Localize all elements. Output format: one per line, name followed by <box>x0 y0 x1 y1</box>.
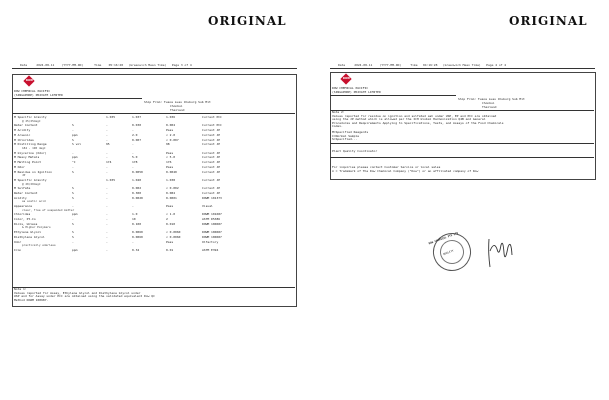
cell-v1: - <box>106 204 108 208</box>
cell-name: M Arsenic <box>14 132 31 137</box>
cell-v3: 0.084 <box>166 191 176 195</box>
cell-std: Visual <box>202 204 213 208</box>
cell-std: Current JP <box>202 186 221 191</box>
seal-center-text: QUALITY <box>442 249 455 257</box>
cell-name: M Distilling Range <box>14 142 47 147</box>
dow-logo-icon: DOW <box>340 73 351 84</box>
date-value: 2024-08-11 <box>354 63 373 67</box>
cell-name: M Residue on Ignition <box>14 169 52 174</box>
cell-std: Current PCC <box>202 123 222 128</box>
inquiry-rule <box>330 157 594 158</box>
note-title-right: Note 2: <box>332 110 345 114</box>
cell-unit: - <box>72 217 74 221</box>
cell-v1: - <box>106 155 108 160</box>
page-number: Page 4 of 4 <box>486 63 507 67</box>
date-label: Date <box>20 63 28 67</box>
cell-name: Color, Pt-Co <box>14 217 36 221</box>
cell-v3: Pass <box>166 128 174 132</box>
table-row <box>14 123 294 126</box>
cell-v1: - <box>106 132 108 137</box>
cell-v3: Pass <box>166 150 174 155</box>
cell-v1: - <box>106 128 108 132</box>
table-row <box>14 165 294 168</box>
table-row <box>14 191 294 194</box>
time-label: Time <box>94 63 102 67</box>
table-row <box>14 160 294 163</box>
cell-v1: - <box>106 230 108 234</box>
note-line1-right: Values reported for residue on ignition and sulfated ash under USP, EP and PCC are obtained <box>332 113 497 118</box>
cell-std: DOWM 100687 <box>202 230 222 234</box>
row-subtext: & Higher Polymers <box>22 225 51 230</box>
cell-name: M Acidity <box>14 128 31 132</box>
cell-v2: 0.0050 <box>132 169 143 174</box>
company-seal-stamp <box>428 228 477 277</box>
company-name-line1: DOW CHEMICAL PACIFIC <box>332 86 369 90</box>
legend-line3: S=Specified... <box>332 137 358 141</box>
cell-unit: - <box>72 204 74 208</box>
cell-unit: % <box>72 191 74 195</box>
cell-unit: % <box>72 221 74 226</box>
note-line2-right: using the JP method which is allowed per the ICH Global Harmonization Q4B and General <box>332 117 486 121</box>
cell-std: Current JP <box>202 128 221 132</box>
cell-v1: 174 <box>106 160 112 165</box>
left-document-page <box>12 60 297 315</box>
cell-std: Current JP <box>202 150 221 155</box>
note-title-left: Note 1: <box>14 287 27 291</box>
cell-unit: % vol <box>72 142 82 147</box>
cell-v2: 0.007 <box>132 137 142 142</box>
cell-v2: - <box>132 150 134 155</box>
ship-from-line2: Chonbui <box>482 101 495 105</box>
cell-v2: 0.0020 <box>132 195 143 200</box>
cell-v3: < 1.0 <box>166 212 176 217</box>
cell-name: M Chlorides <box>14 137 34 142</box>
cell-name: Iron <box>14 247 22 252</box>
cell-std: Current JP <box>202 132 221 137</box>
cell-v3: Pass <box>166 239 174 244</box>
cell-v2: 0.34 <box>132 247 140 252</box>
cell-v1: - <box>106 195 108 200</box>
cell-v2: 1.037 <box>132 115 142 119</box>
row-subtext: clear, free of suspended matter <box>22 207 75 212</box>
cell-v2: 0.0060 <box>132 230 143 234</box>
cell-name: M Specific Gravity <box>14 178 47 182</box>
cell-v2: 178 <box>132 160 138 165</box>
table-row <box>14 115 294 118</box>
cell-v1: - <box>106 217 108 221</box>
cell-v2: 0.002 <box>132 186 142 191</box>
cell-name: M Specific Gravity <box>14 115 47 119</box>
cell-v2: 1.0 <box>132 212 138 217</box>
table-row <box>14 170 294 173</box>
cell-v3: Pass <box>166 204 174 208</box>
cell-name: Acidity <box>14 195 27 200</box>
cell-name: Ethylene Glycol <box>14 230 42 234</box>
table-row <box>14 178 294 181</box>
cell-v3: 0.01 <box>166 247 174 252</box>
timezone: (Greenwich Mean Time) <box>442 63 481 67</box>
cell-v2: - <box>132 128 134 132</box>
row-subtext: 184 - 190 degC <box>22 146 46 150</box>
cell-std: Current JP <box>202 137 221 142</box>
cell-unit: % <box>72 230 74 234</box>
cell-unit: °C <box>72 160 76 165</box>
note-line3-right: Procedures and Requirements Applying to Specifications, Tests, and Assays of the Food Chemicals <box>332 120 504 125</box>
timezone: (Greenwich Mean Time) <box>128 63 167 67</box>
cell-std: DOWM 100687 <box>202 234 222 239</box>
cell-v2: 0.300 <box>132 191 142 195</box>
time-value: 04:16:28 <box>422 63 438 67</box>
cell-v3: < 5.0 <box>166 155 176 160</box>
seal-text: DOW CHEMICAL PTE LTD <box>428 231 459 246</box>
cell-v1: 1.035 <box>106 115 116 119</box>
cell-std: DOWM 101687 <box>202 212 222 217</box>
date-format: (YYYY-MM-DD) <box>379 63 402 67</box>
cell-unit: - <box>72 150 74 155</box>
table-row <box>14 186 294 189</box>
cell-v3: 0.0040 <box>166 169 177 174</box>
cell-v3: 176 <box>166 160 172 165</box>
cell-v1: 1.035 <box>106 178 116 182</box>
cell-name: Diols, Unless <box>14 221 38 226</box>
cell-v3: 1.036 <box>166 115 176 119</box>
cell-v3: < 0.007 <box>166 137 179 142</box>
cell-unit: ppm <box>72 132 78 137</box>
cell-name: Water Content <box>14 123 38 128</box>
cell-v2: 1.040 <box>132 178 142 182</box>
cell-v3: 0.0001 <box>166 195 177 200</box>
cell-v2: - <box>132 239 134 244</box>
cell-v1: - <box>106 137 108 142</box>
cell-unit: % <box>72 186 74 191</box>
cell-std: DOWM 100687 <box>202 221 222 226</box>
cell-unit: ppm <box>72 247 78 252</box>
company-name-line2: (SINGAPORE) PRIVATE LIMITED <box>14 92 63 97</box>
legend-line2: C=Normal Sample <box>332 133 360 138</box>
cell-v3: 0.004 <box>166 123 176 128</box>
table-row <box>14 128 294 131</box>
cell-std: Olfactory <box>202 239 219 244</box>
cell-unit: ppm <box>72 155 78 160</box>
ship-from-line3: Thailand <box>482 105 497 109</box>
row-subtext: @ 20/20degC <box>22 181 41 186</box>
header-rule-left <box>12 68 297 69</box>
time-value: 05:16:28 <box>108 63 124 67</box>
note-rule-left <box>12 287 295 288</box>
cell-name: Water Content <box>14 191 38 195</box>
cell-v1: - <box>106 123 108 128</box>
table-row <box>14 212 294 215</box>
row-subtext: as acetic acid <box>22 199 46 204</box>
cell-v1: - <box>106 186 108 191</box>
cell-name: Appearance <box>14 204 33 208</box>
cell-std: DOWM 101373 <box>202 195 222 200</box>
trademark-text: ® = Trademark of The Dow Chemical Company ("Dow") or an affiliated company of Dow <box>332 169 479 173</box>
plant-quality-coordinator: Plant Quality Coordinator <box>332 149 378 153</box>
cell-v2: 5.0 <box>132 155 138 160</box>
cell-v1: - <box>106 191 108 195</box>
company-name-line1: DOW CHEMICAL PACIFIC <box>14 89 51 93</box>
cell-std: Current JP <box>202 165 221 169</box>
handwritten-signature <box>484 235 518 271</box>
coordinator-rule <box>330 143 594 144</box>
cell-v3: < 0.0060 <box>166 234 181 239</box>
cell-std: Current JP <box>202 155 221 160</box>
cell-std: Current JP <box>202 142 221 147</box>
table-row <box>14 240 294 243</box>
time-label: Time <box>410 63 418 67</box>
table-row <box>14 196 294 199</box>
cell-v1: - <box>106 247 108 252</box>
cell-v2: 0.100 <box>132 221 142 226</box>
cell-v1: - <box>106 169 108 174</box>
cell-std: Current JP <box>202 160 221 165</box>
note-line2-left: USP and for Assay under PCC are obtained using the validated equivalent Dow QC <box>14 294 155 298</box>
row-subtext: @ 25/25degC <box>22 118 41 123</box>
cell-v1: - <box>106 221 108 226</box>
company-rule-left <box>12 98 142 99</box>
cell-v1: - <box>106 150 108 155</box>
cell-v2: 10 <box>132 217 136 221</box>
table-row <box>14 248 294 251</box>
company-name-line2: (SINGAPORE) PRIVATE LIMITED <box>332 89 381 94</box>
table-row <box>14 151 294 154</box>
note-line1-left: Values reported for Assay, Ethylene Glycol and Diethylene Glycol under <box>14 290 141 295</box>
cell-std: Current JP <box>202 191 221 195</box>
table-row <box>14 217 294 220</box>
cell-name: M Odor <box>14 165 25 169</box>
ship-from-line2: Chonbui <box>170 104 183 108</box>
ship-from-line1: Ship From: Tuaoa Luau Chuburg Sub Mit <box>144 100 211 104</box>
cell-name: M Melting Point <box>14 160 42 165</box>
cell-v1: - <box>106 234 108 239</box>
cell-v1: - <box>106 165 108 169</box>
cell-unit: % <box>72 195 74 200</box>
cell-name: M Heavy Metals <box>14 155 40 160</box>
cell-v1: - <box>106 212 108 217</box>
table-row <box>14 235 294 238</box>
date-label: Date <box>338 63 346 67</box>
cell-std: Current PCC <box>202 115 222 119</box>
cell-v3: 0.010 <box>166 221 176 226</box>
cell-v1: 95 <box>106 142 110 147</box>
date-line-left <box>20 63 192 67</box>
date-format: (YYYY-MM-DD) <box>61 63 84 67</box>
cell-v2: 0.030 <box>132 123 142 128</box>
cell-name: Odor <box>14 239 22 244</box>
cell-unit: % <box>72 123 74 128</box>
page-number: Page 3 of 4 <box>171 63 192 67</box>
cell-v3: 98 <box>166 142 170 147</box>
cell-name: Diethylene Glycol <box>14 234 45 239</box>
table-row <box>14 138 294 141</box>
original-label-left: ORIGINAL <box>208 14 287 28</box>
cell-unit: - <box>72 165 74 169</box>
ship-from-line3: Thailand <box>170 108 185 112</box>
cell-v2: - <box>132 142 134 147</box>
table-row <box>14 155 294 158</box>
cell-std: ASTM D5386 <box>202 217 221 221</box>
cell-name: Chlorides <box>14 212 31 217</box>
cell-std: Current JP <box>202 169 221 174</box>
row-subtext: practically odorless <box>22 243 56 248</box>
cell-v2: - <box>132 165 134 169</box>
table-row <box>14 222 294 225</box>
cell-unit: % <box>72 234 74 239</box>
cell-v1: - <box>106 239 108 244</box>
ship-from-line1: Ship From: Tuaoa Luau Chuburg Sub Mit <box>458 97 525 101</box>
notes-box-right <box>330 72 596 180</box>
cell-v3: Pass <box>166 165 174 169</box>
cell-std: ASTM E394 <box>202 247 219 252</box>
header-rule-right <box>330 68 595 69</box>
table-row <box>14 230 294 233</box>
row-subtext: JP <box>22 173 26 178</box>
cell-v3: < 0.002 <box>166 186 179 191</box>
right-document-page <box>330 60 600 320</box>
results-table <box>14 115 294 285</box>
cell-unit: % <box>72 169 74 174</box>
inquiry-text: For inquiries please contact Customer Service or local sales <box>332 165 441 169</box>
original-label-right: ORIGINAL <box>509 14 588 28</box>
cell-name: M Glycerine (Odor) <box>14 150 47 155</box>
cell-unit: - <box>72 128 74 132</box>
cell-std: Current JP <box>202 178 221 182</box>
cell-unit: % <box>72 137 74 142</box>
cell-v3: 1.038 <box>166 178 176 182</box>
dow-logo-icon: DOW <box>23 75 34 86</box>
cell-v3: < 2.0 <box>166 132 176 137</box>
legend-line1: M=Specified Reagents <box>332 130 369 134</box>
table-row <box>14 142 294 145</box>
date-value: 2024-08-11 <box>36 63 55 67</box>
date-line-right <box>338 63 506 67</box>
cell-v3: < 0.0060 <box>166 230 181 234</box>
cell-v2: 2.0 <box>132 132 138 137</box>
note-line3-left: Method DOWM 100687. <box>14 297 49 302</box>
cell-v2: 0.0060 <box>132 234 143 239</box>
notes-top-rule <box>330 110 594 111</box>
cell-v2: - <box>132 204 134 208</box>
cell-unit: ppm <box>72 212 78 217</box>
cell-v3: 2 <box>166 217 168 221</box>
note-line4-right: Codex. <box>332 124 343 128</box>
cell-name: M Sulfate <box>14 186 31 191</box>
table-top-rule-left <box>12 113 295 114</box>
company-rule-right <box>330 95 456 96</box>
table-row <box>14 133 294 136</box>
cell-unit: - <box>72 239 74 244</box>
